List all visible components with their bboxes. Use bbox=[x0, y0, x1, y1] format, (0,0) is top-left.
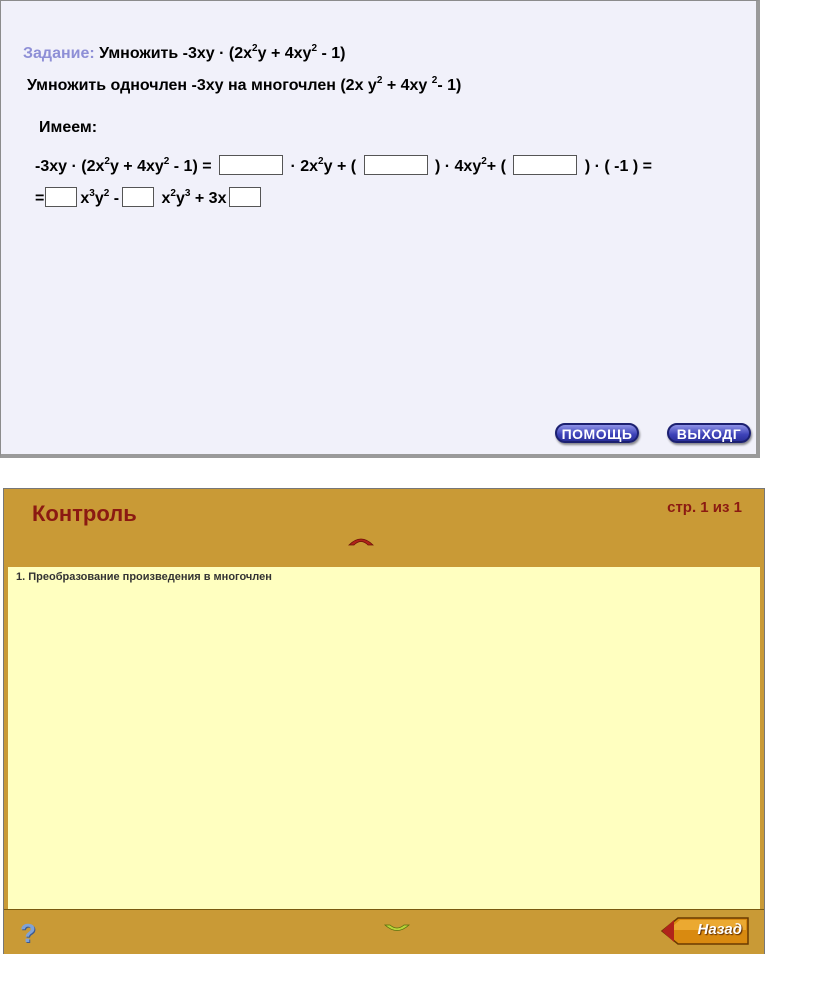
eq2-sup-4: 3 bbox=[184, 188, 191, 199]
eq2-p7: + 3x bbox=[190, 190, 227, 207]
task-text-b: y + 4xy bbox=[257, 45, 312, 62]
subtitle-sup-2: 2 bbox=[431, 75, 438, 86]
help-question-icon[interactable]: ? bbox=[20, 918, 36, 948]
subtitle-text-a: Умножить одночлен -3xy на многочлен (2x y bbox=[27, 77, 377, 94]
answer-box-1[interactable] bbox=[219, 155, 283, 175]
eq2-p5: x bbox=[157, 190, 171, 207]
control-body bbox=[8, 567, 760, 909]
task-panel bbox=[0, 0, 760, 458]
eq2-p3: y bbox=[94, 190, 104, 207]
answer-box-3[interactable] bbox=[513, 155, 577, 175]
eq1-p3: - 1) = bbox=[169, 158, 212, 175]
help-button[interactable]: ПОМОЩЬ bbox=[555, 423, 639, 443]
eq1-p7: + ( bbox=[486, 158, 506, 175]
eq1-p1: -3xy · (2x bbox=[35, 158, 105, 175]
answer-box-2[interactable] bbox=[364, 155, 428, 175]
eq2-p4: - bbox=[109, 190, 120, 207]
eq2-p6: y bbox=[175, 190, 185, 207]
eq1-p6: ) · 4xy bbox=[434, 158, 482, 175]
answer-box-6[interactable] bbox=[229, 187, 261, 207]
eq2-p2: x bbox=[80, 190, 90, 207]
chevron-down-icon[interactable] bbox=[384, 922, 410, 936]
back-button[interactable]: Назад bbox=[697, 921, 742, 938]
exit-button[interactable]: ВЫХОДГ bbox=[667, 423, 751, 443]
eq1-p5: y + ( bbox=[323, 158, 357, 175]
page-indicator: стр. 1 из 1 bbox=[667, 499, 742, 516]
control-footer bbox=[4, 909, 764, 954]
list-item[interactable]: 1. Преобразование произведения в многочлен bbox=[16, 571, 272, 583]
eq1-p2: y + 4xy bbox=[109, 158, 164, 175]
subtitle-line bbox=[27, 77, 461, 95]
task-sup: 2 bbox=[252, 43, 258, 54]
task-line bbox=[23, 45, 345, 63]
chevron-up-icon[interactable] bbox=[348, 535, 374, 547]
task-label: Задание: bbox=[23, 45, 95, 62]
eq1-sup-4: 2 bbox=[481, 156, 487, 167]
task-sup-2: 2 bbox=[311, 43, 317, 54]
subtitle-sup: 2 bbox=[376, 75, 383, 86]
equation-line-2 bbox=[35, 187, 264, 208]
control-title: Контроль bbox=[32, 501, 137, 526]
eq1-p8: ) · ( -1 ) = bbox=[584, 158, 652, 175]
subtitle-text-b: + 4xy bbox=[382, 77, 432, 94]
eq2-sup-2: 2 bbox=[103, 188, 110, 199]
answer-box-5[interactable] bbox=[122, 187, 154, 207]
answer-box-4[interactable] bbox=[45, 187, 77, 207]
eq1-sup-2: 2 bbox=[163, 156, 170, 167]
task-text-a: Умножить -3xy · (2x bbox=[99, 45, 253, 62]
eq1-sup-3: 2 bbox=[318, 156, 324, 167]
eq2-sup-1: 3 bbox=[89, 188, 95, 199]
equation-line-1 bbox=[35, 155, 652, 176]
subtitle-text-c: - 1) bbox=[437, 77, 462, 94]
task-text-c: - 1) bbox=[317, 45, 346, 62]
eq1-p4: · 2x bbox=[290, 158, 319, 175]
eq1-sup-1: 2 bbox=[104, 156, 110, 167]
control-panel bbox=[3, 488, 765, 954]
have-heading: Имеем: bbox=[39, 119, 98, 136]
eq2-sup-3: 2 bbox=[170, 188, 176, 199]
control-header bbox=[4, 489, 764, 567]
eq2-p1: = bbox=[35, 190, 45, 207]
